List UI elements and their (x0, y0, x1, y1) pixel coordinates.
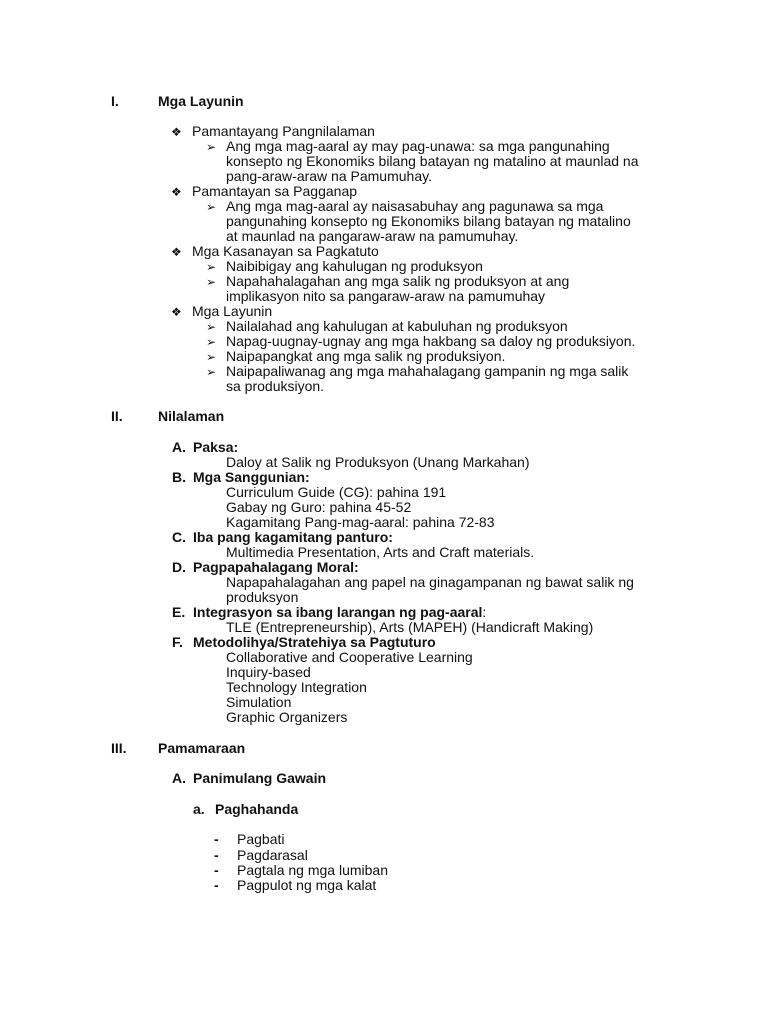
subsub-title: Paghahanda (215, 801, 299, 817)
sub-title: Panimulang Gawain (193, 770, 327, 786)
list-item: Pagdarasal (237, 847, 308, 863)
item-heading: Iba pang kagamitang panturo: (193, 529, 393, 545)
item-line: Technology Integration (226, 679, 367, 695)
diamond-bullet-icon: ❖ (171, 185, 182, 199)
diamond-bullet-icon: ❖ (171, 245, 182, 259)
list-item: Pagtala ng mga lumiban (237, 862, 388, 878)
group-line: Naipapangkat ang mga salik ng produksiyon. (226, 348, 506, 364)
arrow-bullet-icon: ➢ (206, 140, 217, 154)
dash-bullet-icon: - (214, 862, 219, 878)
arrow-bullet-icon: ➢ (206, 275, 217, 289)
item-letter: A. (172, 439, 186, 455)
group-line: pangunahing konsepto ng Ekonomiks bilang batayan ng matalino (226, 213, 631, 229)
group-label: Mga Layunin (192, 303, 273, 319)
group-label: Pamantayang Pangnilalaman (192, 123, 375, 139)
arrow-bullet-icon: ➢ (206, 365, 217, 379)
diamond-bullet-icon: ❖ (171, 125, 182, 139)
group-label: Mga Kasanayan sa Pagkatuto (192, 243, 379, 259)
list-item: Pagbati (237, 831, 285, 847)
item-line: Curriculum Guide (CG): pahina 191 (226, 484, 447, 500)
item-line: TLE (Entrepreneurship), Arts (MAPEH) (Handicraft Making) (226, 619, 594, 635)
group-line: sa produksiyon. (226, 378, 325, 394)
group-label: Pamantayan sa Pagganap (192, 183, 358, 199)
group-line: implikasyon nito sa pangaraw-araw na pamumuhay (226, 288, 546, 304)
group-line: Ang mga mag-aaral ay may pag-unawa: sa mga pangunahing (226, 138, 610, 154)
arrow-bullet-icon: ➢ (206, 335, 217, 349)
section-3-title: Pamamaraan (158, 740, 246, 756)
section-1-title: Mga Layunin (158, 93, 244, 109)
item-letter: F. (172, 634, 183, 650)
item-letter: B. (172, 469, 186, 485)
group-line: Ang mga mag-aaral ay naisasabuhay ang pagunawa sa mga (226, 198, 604, 214)
item-line: Collaborative and Cooperative Learning (226, 649, 473, 665)
arrow-bullet-icon: ➢ (206, 200, 217, 214)
item-heading: Paksa: (193, 439, 239, 455)
list-item: Pagpulot ng mga kalat (237, 877, 377, 893)
group-line: Naibibigay ang kahulugan ng produksyon (226, 258, 483, 274)
group-line: at maunlad na pangaraw-araw na pamumuhay. (226, 228, 519, 244)
item-heading: Pagpapahalagang Moral: (193, 559, 359, 575)
section-1-numeral: I. (111, 93, 119, 109)
group-line: konsepto ng Ekonomiks bilang batayan ng matalino at maunlad na (226, 153, 639, 169)
item-line: Napapahalagahan ang papel na ginagampanan ng bawat salik ng (226, 574, 634, 590)
item-line: Gabay ng Guro: pahina 45-52 (226, 499, 412, 515)
item-heading-suffix: : (482, 604, 487, 620)
item-heading: Metodolihya/Stratehiya sa Pagtuturo (193, 634, 436, 650)
group-line: Nailalahad ang kahulugan at kabuluhan ng produksyon (226, 318, 568, 334)
subsub-letter: a. (193, 801, 205, 817)
item-heading: Integrasyon sa ibang larangan ng pag-aaral (193, 604, 483, 620)
item-letter: E. (172, 604, 186, 620)
group-line: pang-araw-araw na Pamumuhay. (226, 168, 432, 184)
arrow-bullet-icon: ➢ (206, 260, 217, 274)
section-2-title: Nilalaman (158, 408, 225, 424)
item-line: Simulation (226, 694, 292, 710)
section-2-numeral: II. (111, 408, 123, 424)
sub-letter: A. (172, 770, 186, 786)
item-line: Kagamitang Pang-mag-aaral: pahina 72-83 (226, 514, 495, 530)
item-line: Multimedia Presentation, Arts and Craft materials. (226, 544, 535, 560)
item-letter: C. (172, 529, 186, 545)
item-line: Daloy at Salik ng Produksyon (Unang Markahan) (226, 454, 530, 470)
dash-bullet-icon: - (214, 847, 219, 863)
group-line: Naipapaliwanag ang mga mahahalagang gampanin ng mga salik (226, 363, 629, 379)
group-line: Napahahalagahan ang mga salik ng produksyon at ang (226, 273, 570, 289)
item-letter: D. (172, 559, 186, 575)
item-line: produksyon (226, 589, 299, 605)
arrow-bullet-icon: ➢ (206, 350, 217, 364)
item-heading-row (193, 605, 486, 620)
item-line: Inquiry-based (226, 664, 311, 680)
item-heading: Mga Sanggunian: (193, 469, 310, 485)
arrow-bullet-icon: ➢ (206, 320, 217, 334)
section-3-numeral: III. (111, 740, 127, 756)
group-line: Napag-uugnay-ugnay ang mga hakbang sa daloy ng produksiyon. (226, 333, 636, 349)
item-line: Graphic Organizers (226, 709, 348, 725)
diamond-bullet-icon: ❖ (171, 305, 182, 319)
dash-bullet-icon: - (214, 831, 219, 847)
dash-bullet-icon: - (214, 877, 219, 893)
